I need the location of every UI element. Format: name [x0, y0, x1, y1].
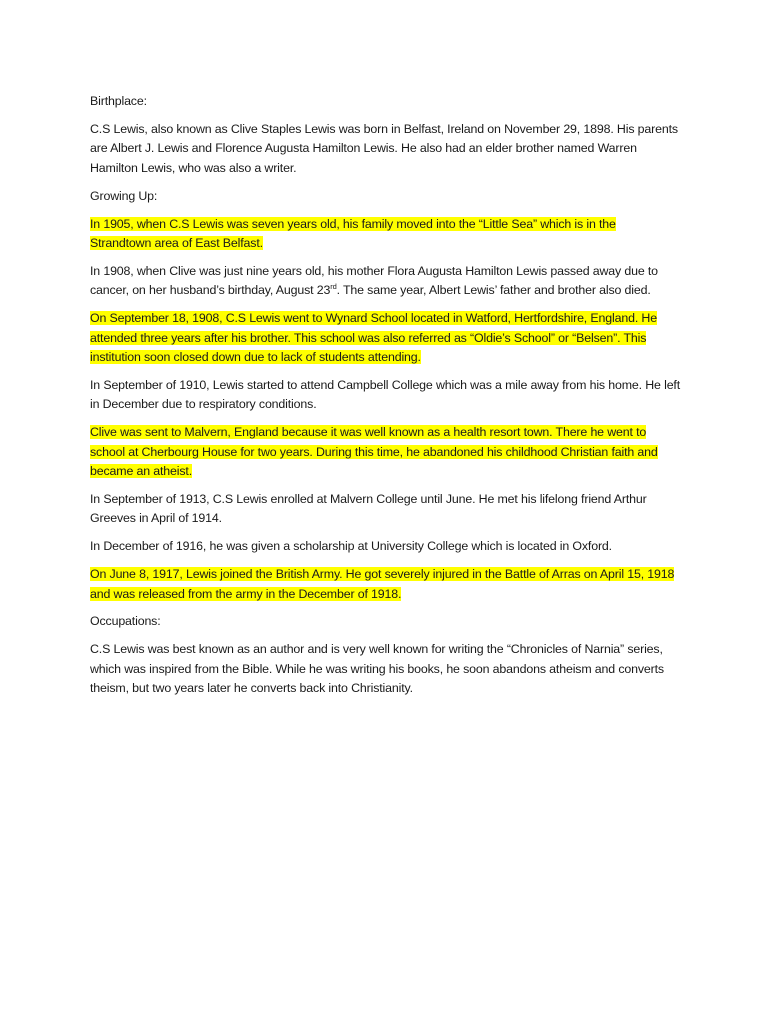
paragraph-wynard-school	[90, 309, 680, 367]
ordinal-superscript: rd	[330, 282, 337, 292]
heading-birthplace: Birthplace:	[90, 94, 147, 108]
paragraph-birth: C.S Lewis, also known as Clive Staples Lewis was born in Belfast, Ireland on November 29, 1898. His parents are Albert J. Lewis and Florence Augusta Hamilton Lewis. He also had an elder brother named Warren Hamilton Lewis, who was also a writer.	[90, 121, 678, 175]
paragraph-1908-text-b: . The same year, Albert Lewis’ father and brother also died.	[336, 283, 651, 298]
paragraph-occupations: C.S Lewis was best known as an author and is very well known for writing the “Chronicles of Narnia” series, which was inspired from the Bible. While he was writing his books, he soon abandons atheism and converts theism, but two years later he converts back into Christianity.	[90, 642, 664, 696]
paragraph-1917	[90, 565, 680, 604]
paragraph-1908	[90, 262, 680, 301]
highlighted-text: Clive was sent to Malvern, England because it was well known as a health resort town. There he went to school at Cherbourg House for two years. During this time, he abandoned his childhood Christian faith and became an atheist.	[90, 425, 658, 478]
highlighted-text: On June 8, 1917, Lewis joined the British Army. He got severely injured in the Battle of Arras on April 15, 1918 and was released from the army in the December of 1918.	[90, 567, 675, 601]
paragraph-1905	[90, 215, 680, 254]
paragraph-malvern	[90, 423, 680, 481]
paragraph-1916: In December of 1916, he was given a scholarship at University College which is located in Oxford.	[90, 539, 612, 554]
paragraph-1908-text-a: In 1908, when Clive was just nine years old, his mother Flora Augusta Hamilton Lewis passed away due to cancer, on her husband’s birthday, August 23	[90, 263, 658, 298]
paragraph-campbell-college: In September of 1910, Lewis started to attend Campbell College which was a mile away from his home. He left in December due to respiratory conditions.	[90, 377, 681, 412]
paragraph-1913: In September of 1913, C.S Lewis enrolled at Malvern College until June. He met his lifelong friend Arthur Greeves in April of 1914.	[90, 491, 647, 526]
heading-growing-up: Growing Up:	[90, 188, 158, 203]
document-body	[90, 92, 680, 707]
highlighted-text: In 1905, when C.S Lewis was seven years old, his family moved into the “Little Sea” which is in the Strandtown area of East Belfast.	[90, 216, 616, 250]
heading-occupations: Occupations:	[90, 614, 161, 629]
highlighted-text: On September 18, 1908, C.S Lewis went to Wynard School located in Watford, Hertfordshire, England. He attended three years after his brother. This school was also referred as “Oldie’s School” or “Belsen”. This institution soon closed down due to lack of students attending.	[90, 311, 657, 364]
